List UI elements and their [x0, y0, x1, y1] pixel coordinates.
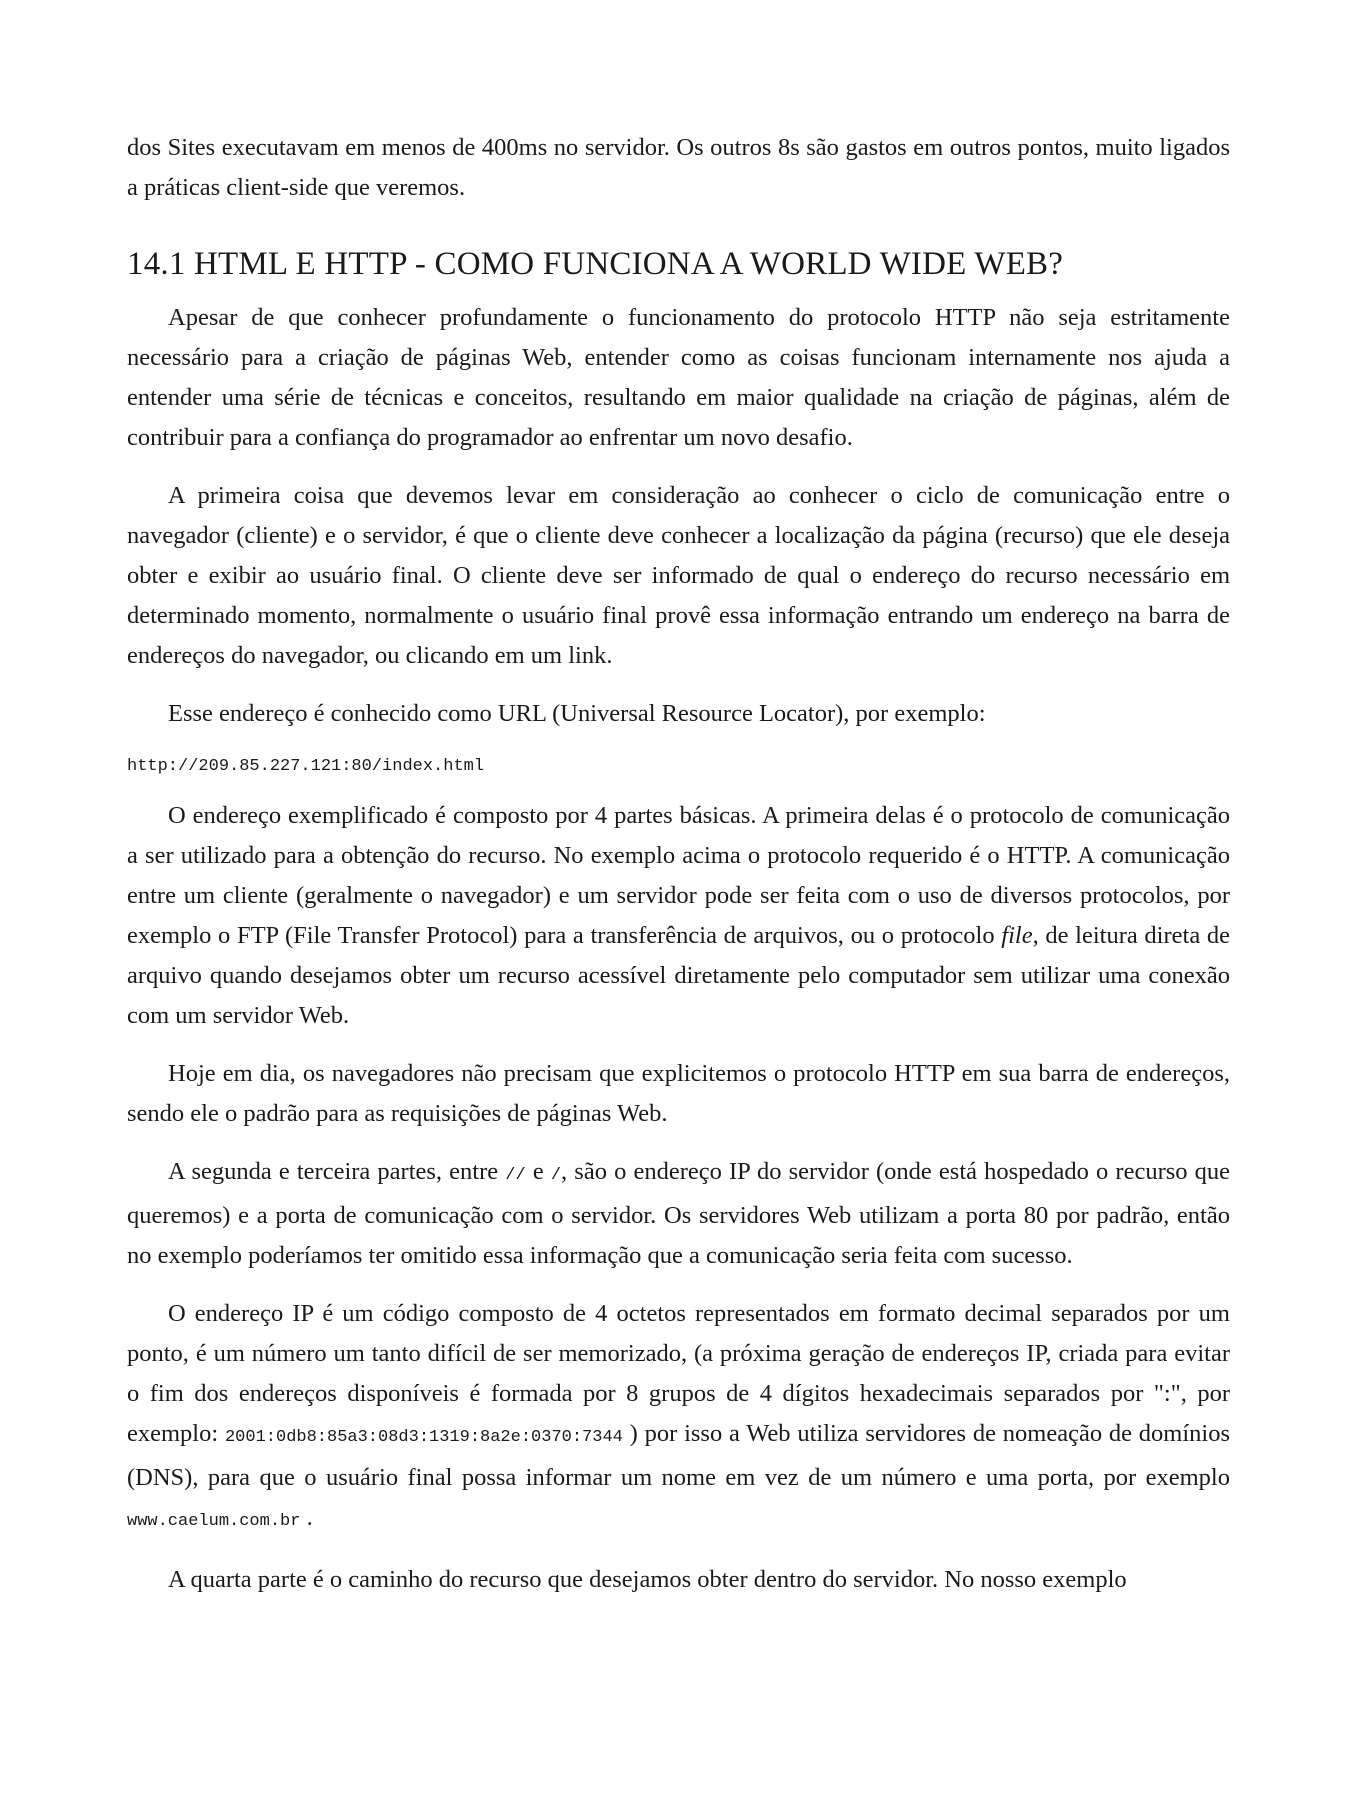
paragraph-client-cycle: A primeira coisa que devemos levar em consideração ao conhecer o ciclo de comunicação entre o navegador (cliente) e o servidor, é que o cliente deve conhecer a localização da página (recurso) que ele deseja obter e exibir ao usuário final. O cliente deve ser informado de qual o endereço do recurso necessário em determinado momento, normalmente o usuário final provê essa informação entrando um endereço na barra de endereços do navegador, ou clicando em um link.	[127, 482, 1230, 669]
paragraph-url-parts-text-2: , de leitura direta de arquivo quando desejamos obter um recurso acessível diretamente pelo computador sem utilizar uma conexão com um servidor Web.	[127, 922, 1230, 1029]
paragraph-continuation: dos Sites executavam em menos de 400ms no servidor. Os outros 8s são gastos em outros pontos, muito ligados a práticas client-side que veremos.	[127, 134, 1230, 201]
paragraph-ip-port	[127, 1152, 1230, 1276]
paragraph-ip-address-text-2: ) por isso a Web utiliza servidores de nomeação de domínios (DNS), para que o usuário final possa informar um nome em vez de um número e uma porta, por exemplo	[127, 1420, 1231, 1491]
inline-code-domain-example: www.caelum.com.br	[127, 1512, 301, 1531]
inline-code-double-slash: //	[505, 1166, 526, 1185]
paragraph-ip-port-text-1: A segunda e terceira partes, entre	[168, 1158, 506, 1185]
paragraph-ip-address-text-1: O endereço IP é um código composto de 4 octetos representados em formato decimal separados por um ponto, é um número um tanto difícil de ser memorizado, (a próxima geração de endereços IP, criada para evitar o fim dos endereços disponíveis é formada por 8 grupos de 4 dígitos hexadecimais separados por ":", por exemplo:	[127, 1300, 1230, 1447]
emphasis-file: file	[1001, 922, 1033, 949]
paragraph-url-parts-text-1: O endereço exemplificado é composto por 4 partes básicas. A primeira delas é o protocolo de comunicação a ser utilizado para a obtenção do recurso. No exemplo acima o protocolo requerido é o HTTP. A comunicação entre um cliente (geralmente o navegador) e um servidor pode ser feita com o uso de diversos protocolos, por exemplo o FTP (File Transfer Protocol) para a transferência de arquivos, ou o protocolo	[127, 802, 1230, 949]
section-heading: 14.1 HTML E HTTP - COMO FUNCIONA A WORLD WIDE WEB?	[127, 246, 1064, 282]
inline-code-ipv6-example: 2001:0db8:85a3:08d3:1319:8a2e:0370:7344	[224, 1428, 623, 1447]
paragraph-intro: Apesar de que conhecer profundamente o funcionamento do protocolo HTTP não seja estritamente necessário para a criação de páginas Web, entender como as coisas funcionam internamente nos ajuda a entender uma série de técnicas e conceitos, resultando em maior qualidade na criação de páginas, além de contribuir para a confiança do programador ao enfrentar um novo desafio.	[127, 304, 1230, 451]
paragraph-ip-address	[127, 1294, 1230, 1542]
paragraph-resource-path: A quarta parte é o caminho do recurso que desejamos obter dentro do servidor. No nosso exemplo	[168, 1566, 1127, 1593]
paragraph-url-definition: Esse endereço é conhecido como URL (Universal Resource Locator), por exemplo:	[168, 700, 986, 727]
paragraph-http-default: Hoje em dia, os navegadores não precisam que explicitemos o protocolo HTTP em sua barra de endereços, sendo ele o padrão para as requisições de páginas Web.	[127, 1060, 1230, 1127]
paragraph-url-parts	[127, 796, 1230, 1036]
code-example-url: http://209.85.227.121:80/index.html	[127, 757, 485, 776]
paragraph-ip-address-text-3: .	[300, 1504, 313, 1531]
inline-code-slash: /	[550, 1166, 562, 1185]
paragraph-ip-port-text-3: , são o endereço IP do servidor (onde está hospedado o recurso que queremos) e a porta de comunicação com o servidor. Os servidores Web utilizam a porta 80 por padrão, então no exemplo poderíamos ter omitido essa informação que a comunicação seria feita com sucesso.	[127, 1158, 1231, 1269]
paragraph-ip-port-text-2: e	[525, 1158, 551, 1185]
document-page	[127, 128, 1230, 1600]
